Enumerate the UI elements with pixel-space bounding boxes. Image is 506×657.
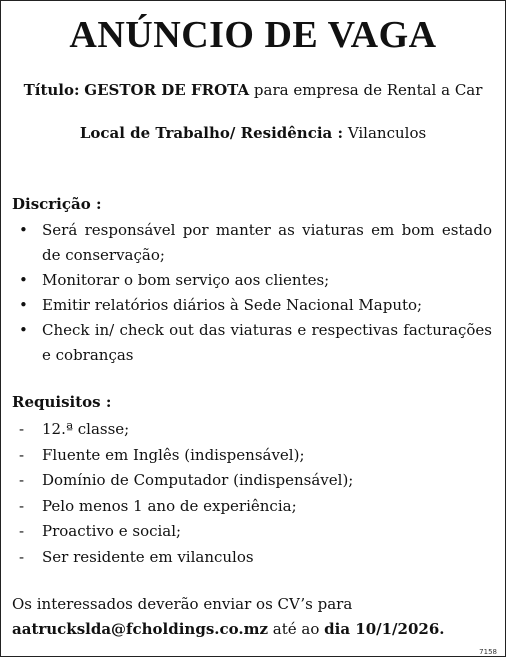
dash-icon: - [19,420,25,438]
job-title-line [1,81,505,99]
location-label: Local de Trabalho/ Residência : [79,124,344,142]
contact-until: até ao [272,620,320,638]
location-line [1,124,505,142]
list-item: - Proactivo e social; [12,519,492,545]
dash-icon: - [19,445,25,464]
list-item: - 12.ª classe; [12,417,492,443]
bullet-icon: • [19,321,28,339]
list-item: • Será responsável por manter as viaturas em bom estado de conservação; [12,218,492,268]
location-value: Vilanculos [347,124,427,142]
contact-deadline: dia 10/1/2026. [324,620,445,638]
reference-code: 7158 [479,648,497,656]
bullet-icon: • [19,296,28,314]
job-role: GESTOR DE FROTA [84,81,250,99]
dash-icon: - [19,522,25,541]
description-list [12,218,492,368]
list-item: - Domínio de Computador (indispensável); [12,468,492,494]
bullet-icon: • [19,221,28,239]
job-title-label: Título: [23,81,80,99]
contact-line [12,617,492,642]
list-item: - Fluente em Inglês (indispensável); [12,443,492,469]
list-item: - Ser residente em vilanculos [12,545,492,571]
contact-email[interactable]: aatruckslda@fcholdings.co.mz [12,620,268,638]
contact-block [12,592,492,642]
dash-icon: - [19,547,25,566]
requirements-heading: Requisitos : [12,393,112,411]
list-item: - Pelo menos 1 ano de experiência; [12,494,492,520]
description-heading: Discrição : [12,195,102,213]
requirements-list [12,417,492,571]
dash-icon: - [19,471,25,490]
dash-icon: - [19,496,25,515]
list-item: • Check in/ check out das viaturas e respectivas facturações e cobranças [12,318,492,368]
contact-intro: Os interessados deverão enviar os CV’s para [12,595,353,613]
list-item: • Emitir relatórios diários à Sede Nacional Maputo; [12,293,492,318]
bullet-icon: • [19,271,28,289]
page-title: ANÚNCIO DE VAGA [69,14,437,56]
job-title-rest: para empresa de Rental a Car [253,81,483,99]
list-item: • Monitorar o bom serviço aos clientes; [12,268,492,293]
